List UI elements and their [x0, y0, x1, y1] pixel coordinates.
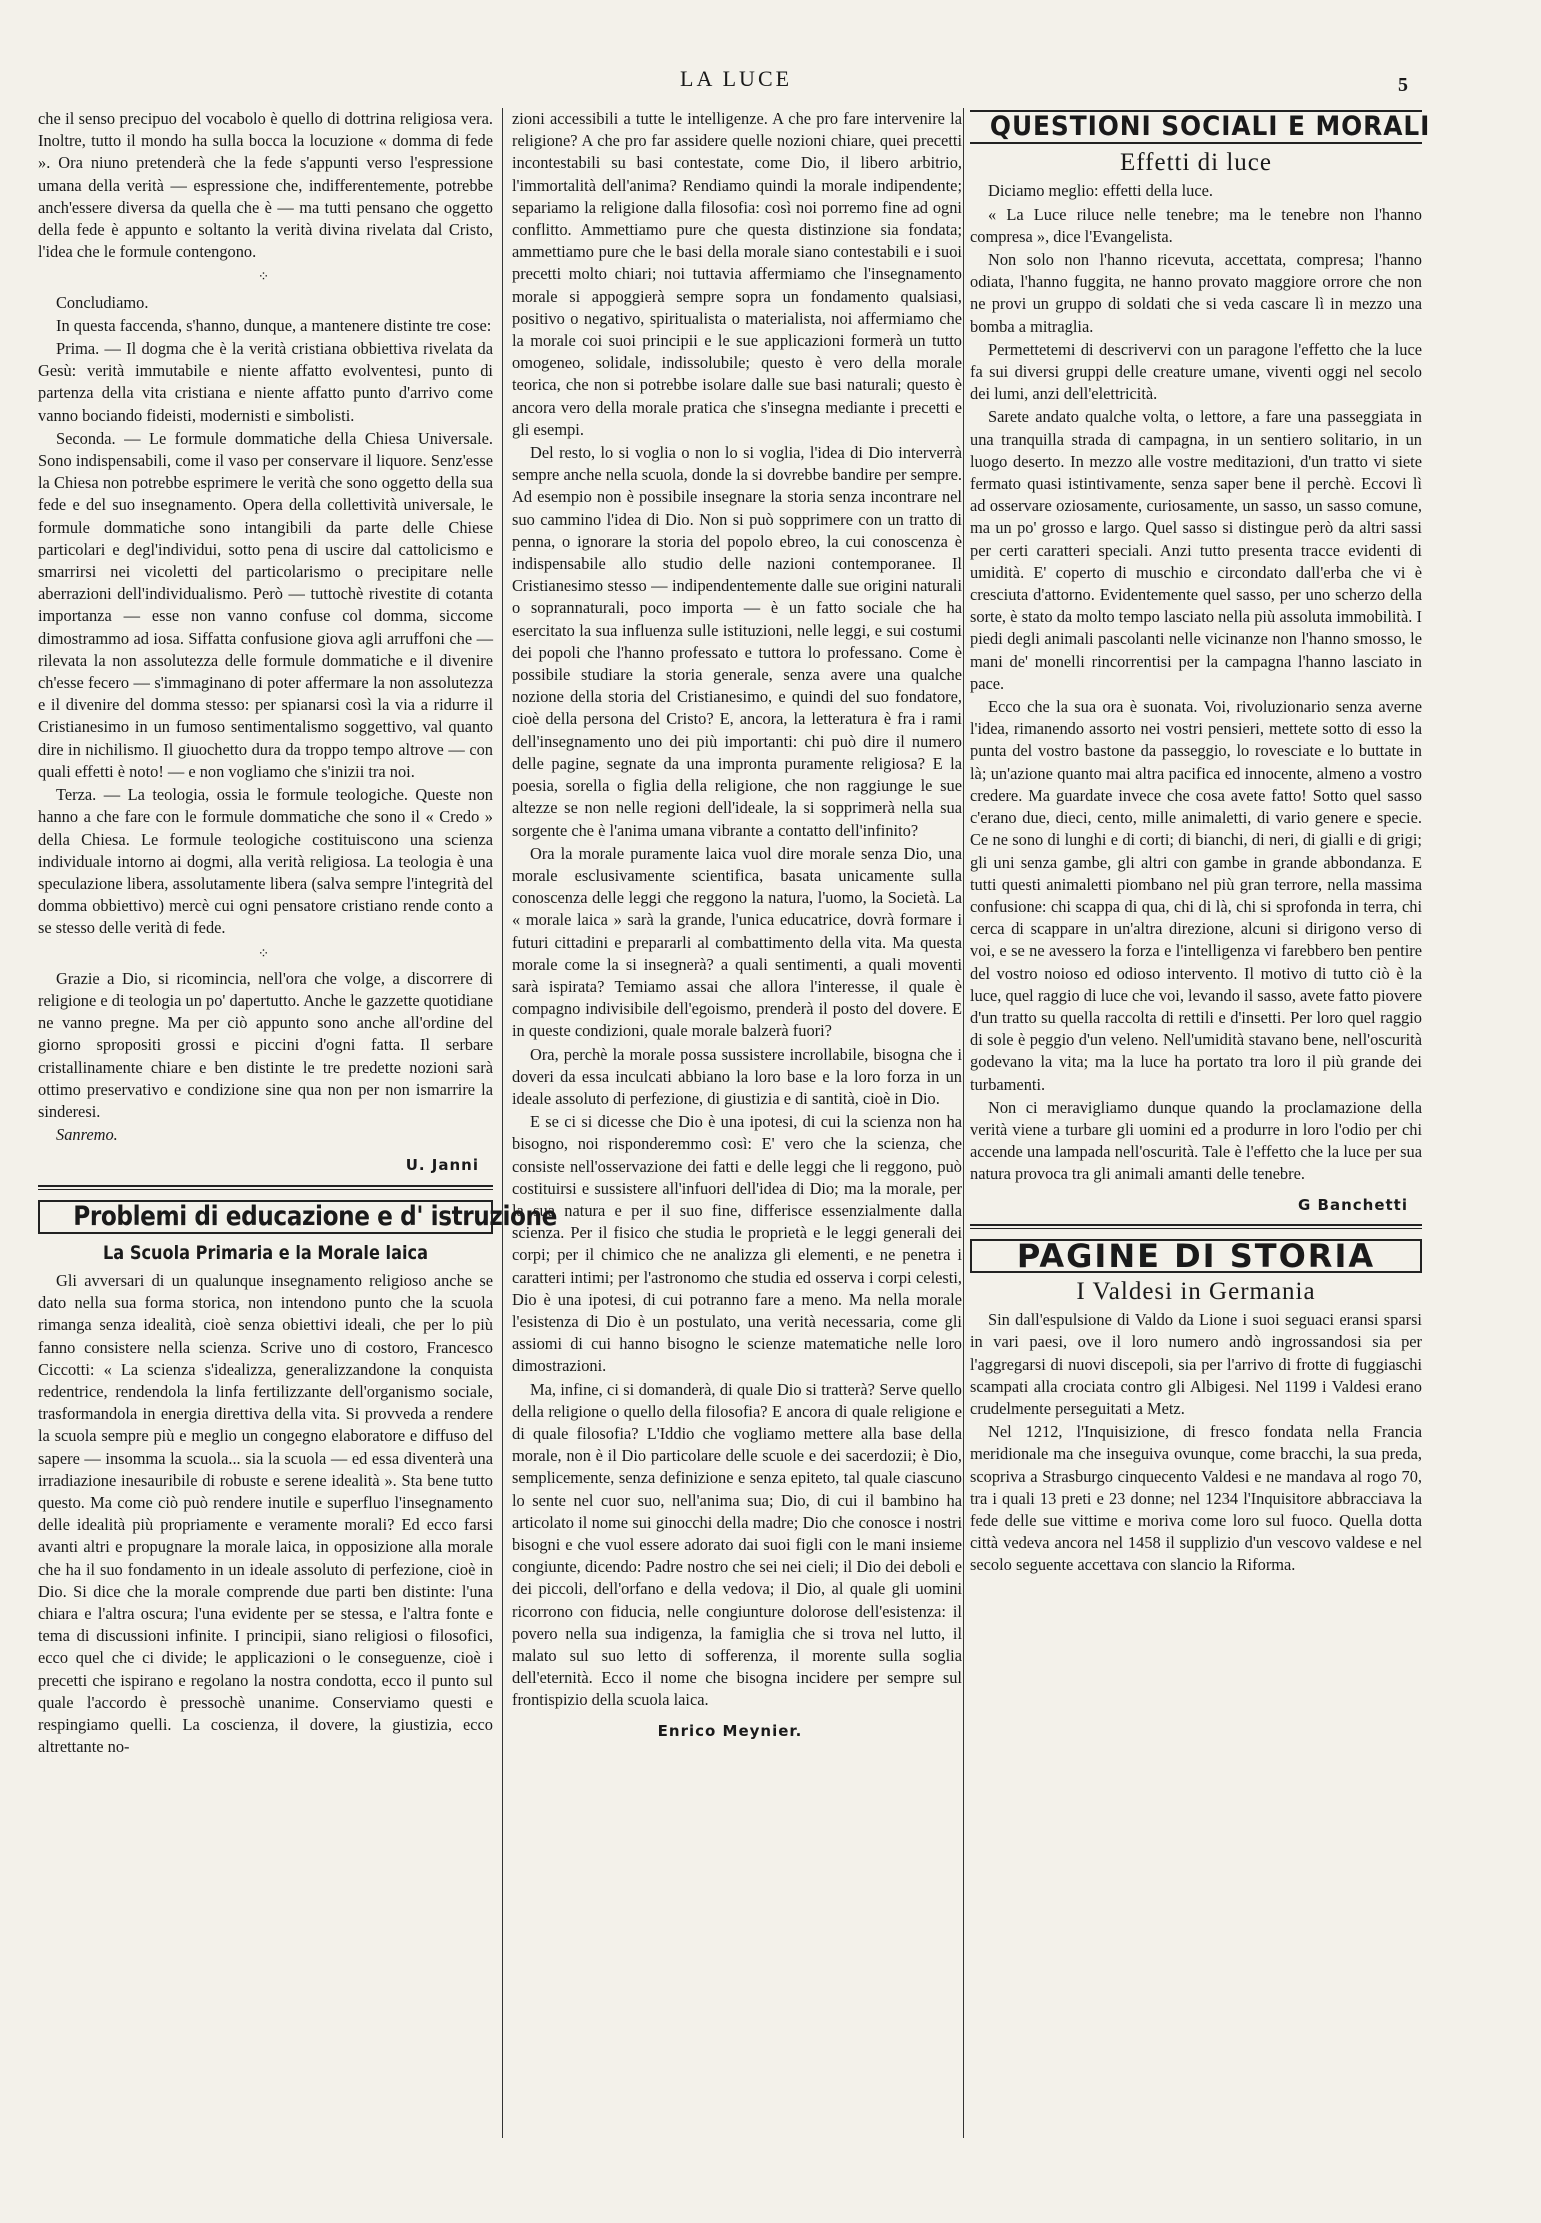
ornament: ⁘: [257, 270, 274, 286]
author-signature: Enrico Meynier.: [657, 1721, 803, 1740]
article-title: Effetti di luce: [1120, 149, 1272, 177]
paragraph: Concludiamo.: [56, 292, 149, 312]
newspaper-title: LA LUCE: [680, 66, 793, 91]
paragraph: Nel 1212, l'Inquisizione, di fresco fondata nella Francia meridionale ma che inseguiva ovunque, come bracchi, la sua preda, scopriva a Strasburgo cinquecento Valdesi e ne mandava al rogo 70, tra i quali 13 preti e 23 donne; nel 1234 l'Inquisitore abbracciava la fede delle sue vittime e moriva come loro sul fuoco. Quella dotta città vedeva ancora nel 1458 il supplizio d'un vescovo valdese e nel secolo seguente accettava con slancio la Riforma.: [970, 1422, 1422, 1575]
paragraph: Grazie a Dio, si ricomincia, nell'ora che volge, a discorrere di religione e di teologia un po' dapertutto. Anche le gazzette quotidiane ne vanno pregne. Ma per ciò appunto sono anche all'ordine del giorno spropositi grossi e piccini d'ogni fatta. Il serbare cristallinamente chiare e ben distinte le tre predette nozioni sarà ottimo preservativo e condizione sine qua non per non ismarrire la sinderesi.: [38, 968, 493, 1121]
paragraph: Non solo non l'hanno ricevuta, accettata, compresa; l'hanno odiata, l'hanno fuggita, ne hanno provato maggiore orrore che non ne provi un gruppo di soldati che si veda cascare lì in mezzo una bomba a mitraglia.: [970, 250, 1422, 336]
paragraph: Permettetemi di descrivervi con un paragone l'effetto che la luce fa sui diversi gruppi delle creature umane, viventi oggi nel secolo dei lumi, anzi dell'elettricità.: [970, 339, 1422, 404]
section-heading: PAGINE DI STORIA: [1016, 1236, 1376, 1275]
paragraph: zioni accessibili a tutte le intelligenze. A che pro fare intervenire la religione? A che pro far assidere quelle nozioni chiare, quei precetti incontestabili su basi contestate, come Dio, il libero arbitrio, l'immortalità dell'anima? Rendiamo quindi la morale indipendente; separiamo la religione dalla filosofia: così noi porremo fine ad ogni conflitto. Ammettiamo pure che questa distinzione sia fondata; ammettiamo pure che le basi della morale siano contestabili e i suoi precetti molto chiari; noi tuttavia affermiamo che l'insegnamento morale si appoggierà sempre sopra un fondamento qualsiasi, positivo o negativo, spiritualista o materialista, noi affermiamo che la morale coi suoi principii e le sue applicazioni formerà un tutto omogeneo, solidale, indissolubile; questo è vero della morale teorica, che non si potrebbe isolare dalle sue basi naturali; questo è ancora vero della morale pratica che s'insegna mediante i precetti e gli esempi.: [512, 109, 962, 439]
article-title: I Valdesi in Germania: [1076, 1277, 1316, 1305]
article-subheading: La Scuola Primaria e la Morale laica: [103, 1241, 428, 1264]
column-2: [512, 108, 962, 1748]
section-heading-box: [970, 1236, 1422, 1275]
section-divider: [970, 1224, 1422, 1229]
column-1: [38, 108, 557, 1759]
page-number: 5: [1398, 74, 1408, 96]
column-3: [970, 108, 1431, 1578]
paragraph: Ora la morale puramente laica vuol dire morale senza Dio, una morale esclusivamente scientifica, basata unicamente sulla conoscenza delle leggi che reggono la natura, l'uomo, la Società. La « morale laica » sarà la grande, l'unica educatrice, dovrà formare i futuri cittadini e prepararli al combattimento della vita. Ma questa morale come la si insegnerà? a quali sentimenti, a quali moventi sarà ispirata? Temiamo assai che allora l'interesse, il quale è compagno indivisibile dell'egoismo, prenderà il posto del dovere. E in queste condizioni, quale morale balzerà fuori?: [512, 843, 962, 1041]
paragraph: Ora, perchè la morale possa sussistere incrollabile, bisogna che i doveri da essa inculcati abbiano la loro base e la loro forza in un ideale assoluto di perfezione, di giustizia e di santità, cioè in Dio.: [512, 1044, 962, 1108]
masthead: [0, 60, 1541, 100]
paragraph: E se ci si dicesse che Dio è una ipotesi, di cui la scienza non ha bisogno, noi risponderemmo così: E' vero che la scienza, che consiste nell'osservazione dei fatti e delle leggi che li reggono, può costituirsi e sussistere all'infuori dell'idea di Dio; ma la morale, per la sua natura e per il suo fine, differisce essenzialmente dalla scienza. Per il fisico che studia le proprietà e le leggi generali dei corpi; per il chimico che ne analizza gli elementi, e ne penetra i caratteri intimi; per l'astronomo che studia ed osserva i corpi celesti, Dio è una ipotesi, di cui potranno fare a meno. Ma nella morale l'esistenza di Dio è un postulato, una verità necessaria, come gli assiomi di cui hanno bisogno le scienze matematiche nelle loro dimostrazioni.: [512, 1112, 962, 1376]
paragraph: Gli avversari di un qualunque insegnamento religioso anche se dato nella sua forma storica, non intendono punto che la scuola rimanga senza idealità, cioè senza obiettivi ideali, che per lo più fanno consistere nella scienza. Scrive uno di costoro, Francesco Ciccotti: « La scienza s'idealizza, generalizzandone la conquista redentrice, rendendola la linfa fertilizzante dell'organismo sociale, trasformandola in energia direttiva della vita. Si provveda a rendere la scuola sempre più e meglio un congegno elaboratore e diffuso del sapere — insomma la scuola... sia la scuola — ed essa diventerà una irradiazione inesauribile di robuste e serene idealità ». Sta bene tutto questo. Ma come ciò può rendere inutile e superfluo l'insegnamento delle idealità più propriamente e veramente morali? Ed ecco farsi avanti altri e propugnare la morale laica, in opposizione alla morale che ha il suo fondamento in un ideale assoluto di perfezione, cioè in Dio. Si dice che la morale comprende due parti ben distinte: l'una chiara e l'altra oscura; l'una evidente per se stessa, e l'altra fonte e tema di discussioni infinite. I principii, siano religiosi o filosofici, ecco quel che ci divide; le applicazioni o le conseguenze, cioè i precetti che ispirano e regolano la nostra condotta, ecco il punto sul quale l'accordo è pressochè unanime. Conserviamo questi e respingiamo quelli. La coscienza, il dovere, la giustizia, ecco altrettante no-: [38, 1270, 493, 1757]
paragraph: In questa faccenda, s'hanno, dunque, a mantenere distinte tre cose:: [56, 315, 492, 335]
author-signature: G Banchetti: [1298, 1195, 1408, 1214]
paragraph: Terza. — La teologia, ossia le formule teologiche. Queste non hanno a che fare con le formule dommatiche che sono il « Credo » della Chiesa. Le formule teologiche costituiscono una scienza individuale intorno ai dogmi, alla verità religiosa. La teologia è una speculazione libera, assolutamente libera (salva sempre l'integrità del domma obbiettivo) mercè cui ogni pensatore cristiano rende conto a se stesso delle verità di fede.: [38, 785, 493, 938]
section-heading: QUESTIONI SOCIALI E MORALI: [989, 111, 1431, 142]
paragraph: Diciamo meglio: effetti della luce.: [988, 181, 1213, 201]
section-divider: [38, 1185, 493, 1190]
column-rule-right: [963, 108, 964, 2138]
paragraph: Ecco che la sua ora è suonata. Voi, rivoluzionario senza averne l'idea, rimanendo assorto nei vostri pensieri, mettete sotto di esso la punta del vostro bastone da passeggio, lo rovesciate e lo buttate in là; un'azione quanto mai altra pacifica ed innocente, almeno a vostro credere. Ma guardate invece che cosa avete fatto! Sotto quel sasso c'erano due, dieci, cento, mille animaletti, di vario genere e specie. Ce ne sono di lunghi e di corti; di bianchi, di neri, di gialli e di grigi; gli uni senza gambe, gli altri con gambe in grande abbondanza. E tutti questi animaletti piombano nel più gran terrore, nella massima confusione: chi scappa di qua, chi di là, chi si sprofonda in terra, chi cerca di scappare in un'altra direzione, alcuni si dirigono verso di voi, e se ne avessero la forza e l'intelligenza vi farebbero ben pentire del vostro noioso ed odioso intervento. Il motivo di tutto ciò è la luce, quel raggio di luce che voi, levando il sasso, avete fatto piovere d'un tratto su quella raccolta di rettili e d'insetti. Per loro quel raggio di sole è peggio d'un veleno. Nell'umidità stavano bene, nell'oscurità godevano la vita; ma la luce ha portato tra loro il più grande dei turbamenti.: [970, 697, 1422, 1094]
paragraph: Prima. — Il dogma che è la verità cristiana obbiettiva rivelata da Gesù: verità immutabile e niente affatto evolventesi, punto di partenza della vita cristiana e niente affatto punto d'arrivo come vanno bociando fideisti, modernisti e simbolisti.: [38, 339, 493, 425]
paragraph: Sarete andato qualche volta, o lettore, a fare una passeggiata in una tranquilla strada di campagna, in un sentiero solitario, in un luogo deserto. In mezzo alle vostre meditazioni, d'un tratto vi siete fermato quasi istintivamente, senza saper bene il perchè. Eccovi lì ad osservare oziosamente, curiosamente, un sasso, un sasso comune, ma un po' grosso e largo. Quel sasso si distingue però da altri sassi per certi caratteri speciali. Anzi tutto presenta tracce evidenti di umidità. E' coperto di muschio e circondato dall'erba che vi è cresciuta d'attorno. Evidentemente quel sasso, per uno scherzo della sorte, è stato da molto tempo lasciato nella più assoluta immobilità. I piedi degli animali pascolanti nelle vicinanze non l'hanno smosso, le mani de' monelli rincorrentisi per la campagna l'hanno lasciato in pace.: [970, 407, 1422, 693]
paragraph: Non ci meravigliamo dunque quando la proclamazione della verità viene a turbare gli uomini ed a produrre in loro l'odio per chi accende una lampada nell'oscurità. Tale è l'effetto che la luce per sua natura provoca tra gli animali amanti delle tenebre.: [970, 1097, 1422, 1184]
ornament: ⁘: [257, 946, 274, 962]
dateline: Sanremo.: [56, 1125, 118, 1145]
author-signature: U. Janni: [405, 1156, 479, 1175]
section-heading-box: [38, 1200, 557, 1234]
column-rule-left: [502, 108, 503, 2138]
paragraph: Ma, infine, ci si domanderà, di quale Dio si tratterà? Serve quello della religione o quello della filosofia? E ancora di quale religione e di quale filosofia? L'Iddio che vogliamo mettere alla base della morale, non è il Dio particolare delle scuole e dei sacerdozii; è Dio, semplicemente, senza definizione e senza epiteto, tal quale ciascuno lo sente nel cuor suo, nell'anima sua; Dio, di cui il bambino ha articolato il nome sui ginocchi della madre; Dio che conosce i nostri bisogni e che vuol essere adorato dai suoi figli con le mani insieme congiunte, dicendo: Padre nostro che sei nei cieli; il Dio dei deboli e dei piccoli, dell'orfano e della vedova; il Dio, al quale gli uomini ricorrono con fiducia, nelle congiunture dolorose dell'esistenza: il povero nella sua indigenza, la famiglia che si trova nel lutto, il malato sul suo letto di sofferenza, il morente sulla soglia dell'eternità. Ecco il nome che bisogna incidere per sempre sul frontispizio della scuola laica.: [512, 1379, 962, 1710]
paragraph: che il senso precipuo del vocabolo è quello di dottrina religiosa vera. Inoltre, tutto il mondo ha sulla bocca la locuzione « domma di fede ». Ora niuno pretenderà che la fede s'appunti verso l'espressione umana della verità — espressione che, indifferentemente, potrebbe anch'essere diversa da quella che è — ma tutti pensano che oggetto della fede è appunto e soltanto la verità divina rivelata dal Cristo, l'idea che le formule contengono.: [38, 109, 493, 262]
paragraph: Seconda. — Le formule dommatiche della Chiesa Universale. Sono indispensabili, come il vaso per conservare il liquore. Senz'esse la Chiesa non potrebbe esprimere le verità che sono oggetto della sua fede e del suo insegnamento. Opera della collettività universale, le formule dommatiche sono intangibili da parte delle Chiese particolari e degl'individui, sotto pena di uscire dal cattolicismo e smarrirsi nei vicoletti del particolarismo o precipitare nelle aberrazioni dell'individualismo. Però — tuttochè rivestite di cotanta importanza — esse non vanno confuse col domma, siccome dimostrammo ad iosa. Siffatta confusione giova agli arruffoni che — rilevata la non assolutezza delle formule dommatiche e il divenire ch'esse fecero — s'immaginano di poter affermare la non assolutezza e il divenire del domma stesso: per spianarsi così la via a ridurre il Cristianesimo in un fumoso sentimentalismo soggettivo, val quanto dire in nichilismo. Il giuochetto dura da troppo tempo altrove — con quali effetti è noto! — e non vogliamo che s'inizii tra noi.: [38, 428, 493, 781]
section-heading-box: [970, 110, 1431, 144]
paragraph: Sin dall'espulsione di Valdo da Lione i suoi seguaci eransi sparsi in vari paesi, ove il loro numero andò ingrossandosi sia per l'aggregarsi di nuovi discepoli, sia per l'arrivo di frotte di fuggiaschi scampati alla crociata contro gli Albigesi. Nel 1199 i Valdesi erano crudelmente perseguitati a Metz.: [970, 1310, 1422, 1418]
section-heading: Problemi di educazione e d' istruzione: [73, 1200, 557, 1232]
paragraph: Del resto, lo si voglia o non lo si voglia, l'idea di Dio interverrà sempre anche nella scuola, donde la si dovrebbe bandire per sempre. Ad esempio non è possibile insegnare la storia senza incontrare nel suo cammino l'idea di Dio. Non si può sopprimere con un tratto di penna, o ignorare la storia del popolo ebreo, la cui conoscenza è indispensabile allo studio delle nazioni contemporanee. Il Cristianesimo stesso — indipendentemente dalle sue origini naturali o soprannaturali, poco importa — è un fatto sociale che ha esercitato la sua influenza sulle istituzioni, nelle leggi, e sui costumi dei popoli che l'hanno professato e tuttora lo professano. Come è possibile studiare la storia generale, senza avere una qualche nozione della storia del Cristianesimo, e quindi del suo fondatore, cioè della persona del Cristo? E, ancora, la letteratura è fra i rami dell'insegnamento uno dei più importanti: chi può dire il numero delle pagine, segnate da una impronta puramente religiosa? E la poesia, sorella o figlia della religione, che non raggiunge le sue altezze se non nelle regioni dell'ideale, la si sopprimerà nella sua sorgente che è l'anima umana vibrante a contatto dell'infinito?: [512, 443, 962, 840]
paragraph: « La Luce riluce nelle tenebre; ma le tenebre non l'hanno compresa », dice l'Evangelista.: [970, 204, 1422, 246]
